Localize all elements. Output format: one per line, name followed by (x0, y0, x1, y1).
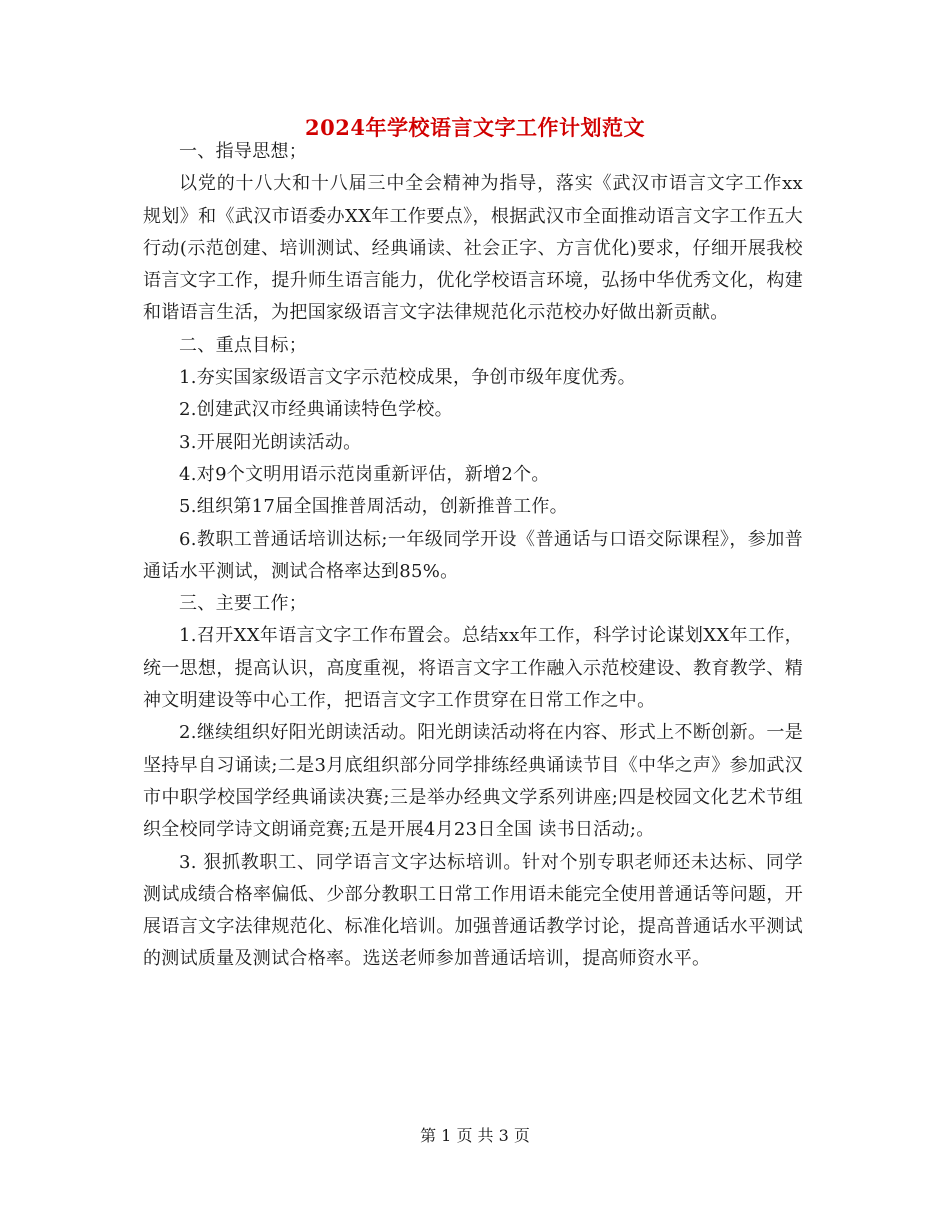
paragraph-guiding-ideology: 以党的十八大和十八届三中全会精神为指导，落实《武汉市语言文字工作xx规划》和《武汉市语委办XX年工作要点》，根据武汉市全面推动语言文字工作五大行动(示范创建、培训测试、经典诵读、社会正字、方言优化)要求，仔细开展我校语言文字工作，提升师生语言能力，优化学校语言环境，弘扬中华优秀文化，构建和谐语言生活，为把国家级语言文字法律规范化示范校办好做出新贡献。 (143, 173, 803, 324)
work-item-3: 3. 狠抓教职工、同学语言文字达标培训。针对个别专职老师还未达标、同学测试成绩合格率偏低、少部分教职工日常工作用语未能完全使用普通话等问题，开展语言文字法律规范化、标准化培训。加强普通话教学讨论，提高普通话水平测试的测试质量及测试合格率。选送老师参加普通话培训，提高师资水平。 (143, 851, 803, 970)
goal-item-5: 5.组织第17届全国推普周活动，创新推普工作。 (179, 496, 568, 518)
goal-item-1: 1.夯实国家级语言文字示范校成果，争创市级年度优秀。 (179, 367, 636, 389)
section-heading-guiding-ideology: 一、指导思想； (179, 141, 308, 162)
page-footer: 第 1 页 共 3 页 (420, 1126, 530, 1145)
work-item-1: 1.召开XX年语言文字工作布置会。总结xx年工作，科学讨论谋划XX年工作，统一思想，提高认识，高度重视，将语言文字工作融入示范校建设、教育教学、精神文明建设等中心工作，把语言文字工作贯穿在日常工作之中。 (143, 625, 803, 712)
section-heading-main-work: 三、主要工作； (179, 593, 308, 615)
goal-item-3: 3.开展阳光朗读活动。 (179, 431, 362, 453)
work-item-2: 2.继续组织好阳光朗读活动。阳光朗读活动将在内容、形式上不断创新。一是坚持早自习诵读;二是3月底组织部分同学排练经典诵读节目《中华之声》参加武汉市中职学校国学经典诵读决赛;三是举办经典文学系列讲座;四是校园文化艺术节组织全校同学诗文朗诵竞赛;五是开展4月23日全国 读书日活动;。 (143, 722, 803, 841)
goal-item-6: 6.教职工普通话培训达标;一年级同学开设《普通话与口语交际课程》，参加普通话水平测试，测试合格率达到85%。 (143, 528, 803, 582)
section-heading-key-goals: 二、重点目标； (179, 334, 308, 356)
goal-item-2: 2.创建武汉市经典诵读特色学校。 (179, 399, 453, 421)
goal-item-4: 4.对9个文明用语示范岗重新评估，新增2个。 (179, 463, 550, 485)
document-title: 2024年学校语言文字工作计划范文 (305, 115, 645, 140)
document-body (143, 136, 803, 976)
